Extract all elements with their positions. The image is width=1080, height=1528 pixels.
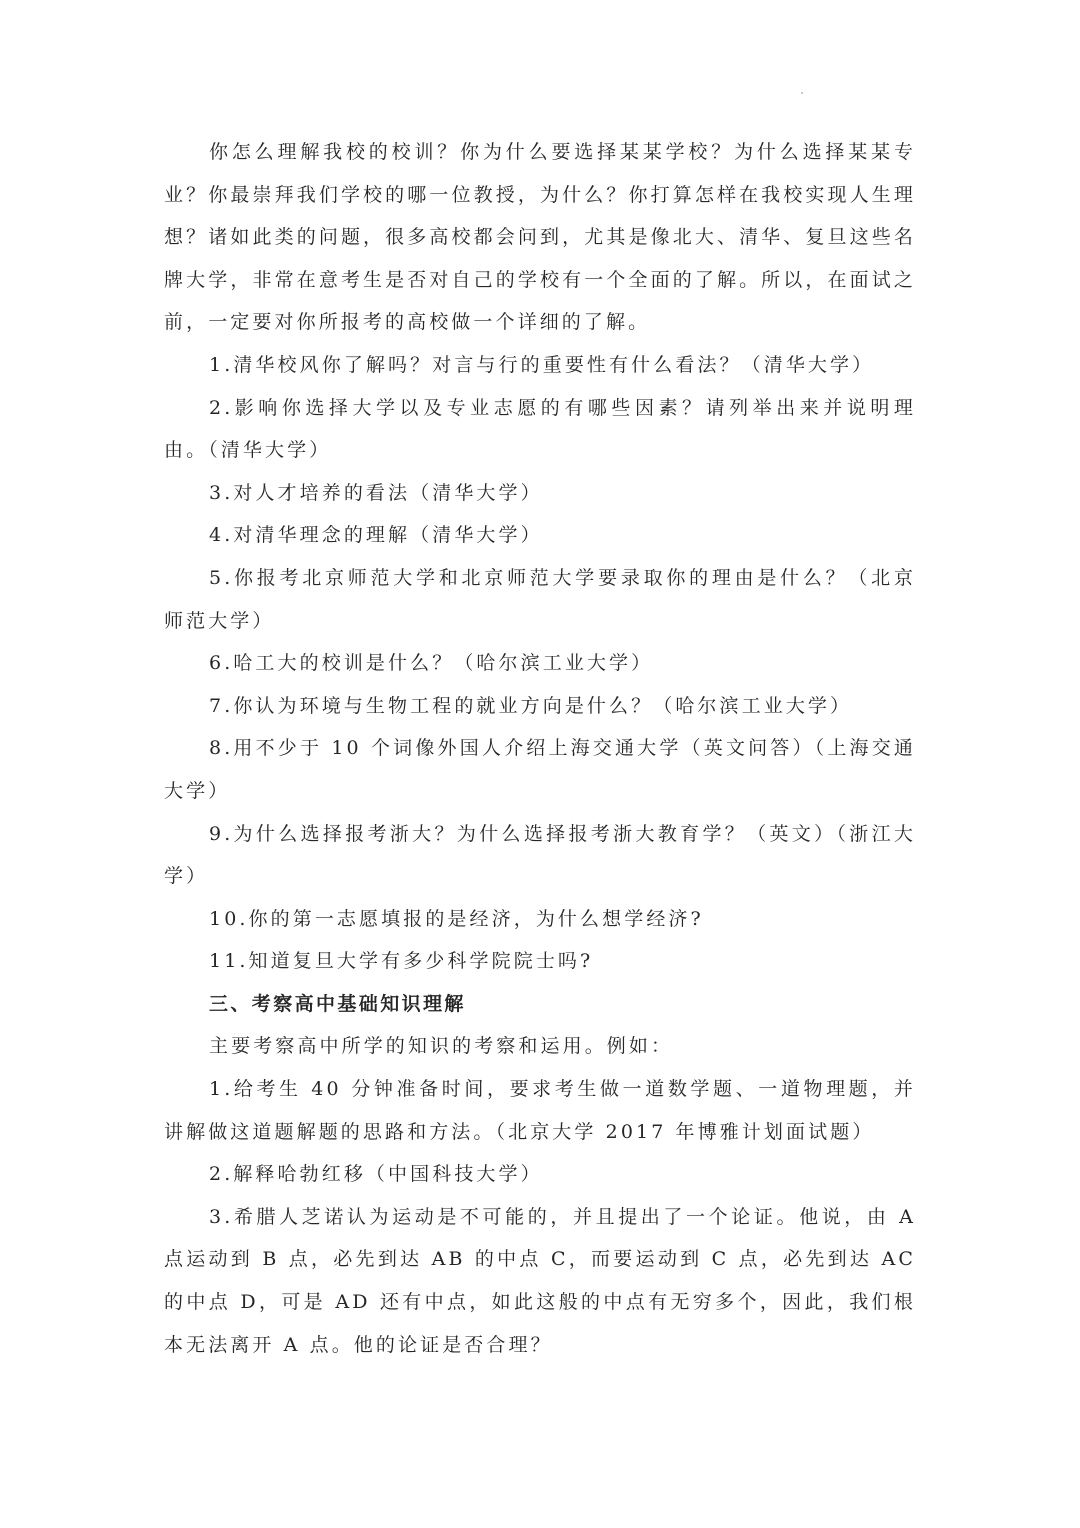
school-question-4: 4.对清华理念的理解（清华大学） (209, 524, 543, 547)
document-body (164, 131, 916, 1366)
page-mark (801, 92, 803, 94)
section-intro: 主要考察高中所学的知识的考察和运用。例如： (209, 1035, 674, 1058)
school-question-11: 11.知道复旦大学有多少科学院院士吗? (209, 950, 594, 973)
school-question-5: 5.你报考北京师范大学和北京师范大学要录取你的理由是什么？（北京师范大学） (164, 566, 916, 632)
school-question-8: 8.用不少于 10 个词像外国人介绍上海交通大学（英文问答）（上海交通大学） (164, 737, 916, 802)
school-question-3: 3.对人才培养的看法（清华大学） (209, 481, 543, 504)
section-heading: 三、考察高中基础知识理解 (209, 992, 466, 1015)
school-question-1: 1.清华校风你了解吗？对言与行的重要性有什么看法？（清华大学） (209, 353, 875, 376)
knowledge-question-2: 2.解释哈勃红移（中国科技大学） (209, 1163, 543, 1186)
school-question-2: 2.影响你选择大学以及专业志愿的有哪些因素？请列举出来并说明理由。（清华大学） (164, 396, 916, 462)
school-question-9: 9.为什么选择报考浙大？为什么选择报考浙大教育学？（英文）（浙江大学） (164, 822, 916, 888)
school-question-10: 10.你的第一志愿填报的是经济，为什么想学经济? (209, 907, 704, 930)
knowledge-question-3: 3.希腊人芝诺认为运动是不可能的，并且提出了一个论证。他说，由 A 点运动到 B 点，必先到达 AB 的中点 C，而要运动到 C 点，必先到达 AC 的中点 D，可是 AD 还有中点，如此这般的中点有无穷多个，因此，我们根本无法离开 A 点。他的论证是否合理？ (164, 1205, 916, 1356)
school-question-6: 6.哈工大的校训是什么？（哈尔滨工业大学） (209, 652, 654, 675)
intro-paragraph: 你怎么理解我校的校训？你为什么要选择某某学校？为什么选择某某专业？你最崇拜我们学校的哪一位教授，为什么？你打算怎样在我校实现人生理想？诸如此类的问题，很多高校都会问到，尤其是像北大、清华、复旦这些名牌大学，非常在意考生是否对自己的学校有一个全面的了解。所以，在面试之前，一定要对你所报考的高校做一个详细的了解。 (164, 141, 916, 334)
knowledge-question-1: 1.给考生 40 分钟准备时间，要求考生做一道数学题、一道物理题，并讲解做这道题解题的思路和方法。（北京大学 2017 年博雅计划面试题） (164, 1078, 916, 1143)
school-question-7: 7.你认为环境与生物工程的就业方向是什么？（哈尔滨工业大学） (209, 694, 853, 717)
